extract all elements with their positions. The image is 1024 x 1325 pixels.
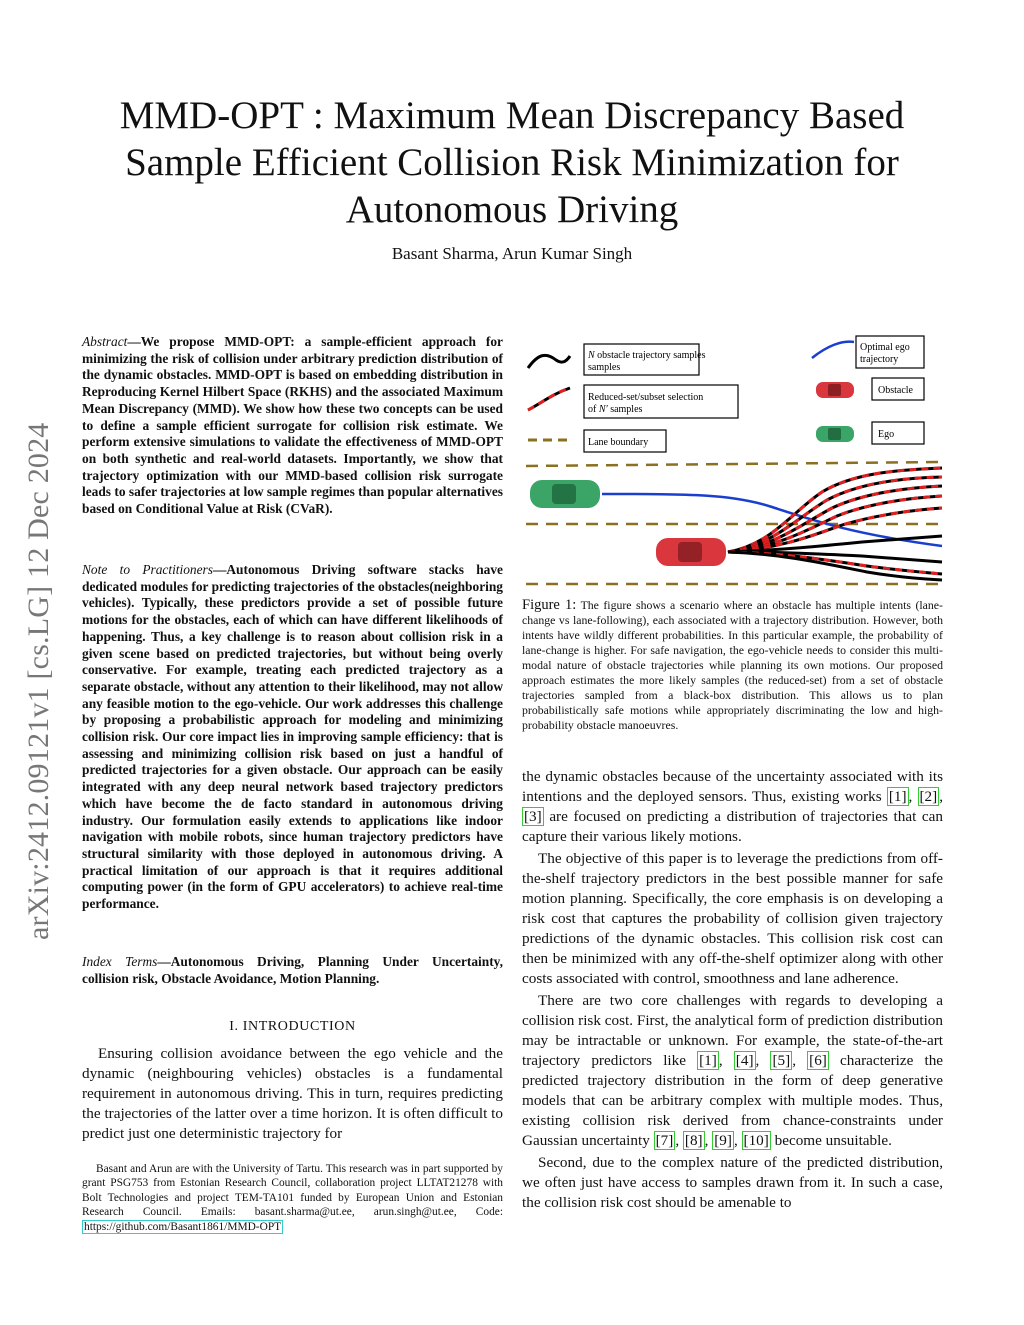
paragraph-4: Second, due to the complex nature of the predicted distribution, we often just have access to samples drawn from it. In such a case, the collision risk cost should be amenable to xyxy=(522,1154,943,1211)
citation[interactable]: [5] xyxy=(772,1052,791,1069)
abstract xyxy=(82,334,503,518)
lane-boundary-top xyxy=(526,462,942,466)
arxiv-stamp: arXiv:2412.09121v1 [cs.LG] 12 Dec 2024 xyxy=(22,422,55,940)
paragraph-1: the dynamic obstacles because of the uncertainty associated with its intentions and the deployed sensors. Thus, existing works [1] , [2] , [3] are focused on predicting a distribution of trajectories that can capture their various likely motions. xyxy=(522,768,944,845)
legend-of: of xyxy=(588,404,597,415)
index-terms xyxy=(82,954,503,987)
section-title: INTRODUCTION xyxy=(242,1019,356,1034)
legend-reduced-text: Reduced-set/subset selection xyxy=(588,392,704,403)
citation[interactable]: [7] xyxy=(655,1132,674,1149)
figure-caption-text: The figure shows a scenario where an obstacle has multiple intents (lane-change vs lane-following), each associated with a trajectory distribution. However, both intents have wildly different probabilities. In this particular example, the probability of lane-change is higher. For safe navigation, the ego-vehicle needs to consider this multi-modal nature of obstacle trajectories while planning its own motions. Our proposed approach estimates the more likely samples (the reduced-set) from a set of obstacle trajectories sampled from a black-box distribution. This allows us to plan probabilistically safe motions while appropriately discriminating the low and high-probability obstacle manoeuvres. xyxy=(522,598,943,732)
note-label: Note to Practitioners xyxy=(82,562,213,577)
legend-ego-car-icon xyxy=(816,426,854,442)
citation[interactable]: [8] xyxy=(684,1132,703,1149)
paragraph-3: There are two core challenges with regards to developing a collision risk cost. First, the analytical form of prediction distribution may be intractable or unknown. For example, the state-of-the-art trajectory predictors like [1] , [4] , [5] , [6] characterize the predicted trajectory distribution in the form of deep generative models that can be arbitrary complex with multiple modes. Thus, existing collision risk derived from chance-constraints under Gaussian uncertainty [7] , [8] , [9] , [10] become unsuitable. xyxy=(522,992,944,1149)
note-text: —Autonomous Driving software stacks have dedicated modules for predicting trajectories of the obstacles(neighboring vehicles). Typically, these predictors provide a set of possible future motions for the obstacles, each of which can have different likelihoods of happening. Thus, a key challenge is to reason about collision risk in a given scene based on predicted trajectories, but without being overly conservative. For example, treating each predicted trajectory as a separate obstacle, without any attention to their likelihood, may not allow any feasible motion to the ego-vehicle. Our work addresses this challenge by proposing a probabilistic approach for modeling and minimizing collision risk. Our core impact lies in improving sample efficiency: that is assessing and minimizing collision risk based on just a handful of predicted trajectories for a given obstacle. Our approach can be easily integrated with any deep neural network based trajectory predictors which have become the de facto standard in autonomous driving industry. Our formulation easily extends to applications like indoor navigation with mobile robots, since human trajectory predictors have structural similarity with those deployed in autonomous driving. A practical limitation of our approach is that it requires additional computing power (in the form of GPU accelerators) to achieve real-time performance. xyxy=(82,562,503,912)
figure-caption xyxy=(522,598,943,733)
legend-ego-text: Ego xyxy=(878,429,895,440)
legend-black-line xyxy=(528,355,570,368)
legend-obstacle-text: Obstacle xyxy=(878,385,913,396)
ego-car xyxy=(530,480,600,508)
paragraph-2: The objective of this paper is to leverage the predictions from off-the-shelf trajectory predictors in the best possible manner for safe motion planning. Specifically, the core emphasis is on developing a risk cost that captures the probability of collision given trajectory predictions of the dynamic obstacles. This collision risk cost can then be minimized with any off-the-shelf optimizer along with other costs associated with control, smoothness and lane adherence. xyxy=(522,850,943,987)
citation[interactable]: [2] xyxy=(919,788,938,805)
citation[interactable]: [3] xyxy=(524,808,542,825)
code-link[interactable]: https://github.com/Basant1861/MMD-OPT xyxy=(84,1220,282,1233)
legend-nprime: N′ xyxy=(598,404,608,415)
citation[interactable]: [1] xyxy=(888,788,907,805)
abstract-text: —We propose MMD-OPT: a sample-efficient approach for minimizing the risk of collision under arbitrary prediction distribution of the dynamic obstacles. MMD-OPT is based on embedding distribution in Reproducing Kernel Hilbert Space (RKHS) and the associated Maximum Mean Discrepancy (MMD). We show how these two concepts can be used to define a sample efficient surrogate for collision risk estimate. We perform extensive simulations to validate the effectiveness of MMD-OPT on both synthetic and real-world datasets. Importantly, we show that trajectory optimization with our MMD-based collision risk surrogate leads to safer trajectories at low sample regimes than popular alternatives based on Conditional Value at Risk (CVaR). xyxy=(82,334,503,517)
figure-1 xyxy=(522,332,944,594)
legend-reduced-samples: samples xyxy=(610,404,643,415)
legend-optimal-text: Optimal ego xyxy=(860,342,910,353)
right-column-text xyxy=(522,767,943,1213)
figure-caption-label: Figure 1: xyxy=(522,597,577,613)
citation[interactable]: [10] xyxy=(743,1132,769,1149)
intro-paragraph: Ensuring collision avoidance between the ego vehicle and the dynamic (neighbouring vehicles) obstacles is a fundamental requirement in autonomous driving. This in turn, requires predicting the trajectories of the latter over a time horizon. It is often difficult to predict just one deterministic trajectory for xyxy=(82,1045,503,1142)
legend-n: N xyxy=(588,350,595,361)
citation[interactable]: [1] xyxy=(699,1052,717,1069)
obstacle-car xyxy=(656,538,726,566)
citation[interactable]: [9] xyxy=(714,1132,732,1149)
footnote xyxy=(82,1162,503,1234)
legend-samples-word: samples xyxy=(588,362,621,373)
index-terms-label: Index Terms xyxy=(82,954,158,969)
authors: Basant Sharma, Arun Kumar Singh xyxy=(391,244,633,263)
svg-text:N obstacle trajectory samples xyxy=(587,350,706,361)
citation[interactable]: [4] xyxy=(735,1052,754,1069)
note-to-practitioners xyxy=(82,562,503,913)
svg-text:of N′ samples xyxy=(588,404,643,415)
abstract-label: Abstract xyxy=(82,334,128,349)
legend-lane-text: Lane boundary xyxy=(588,437,649,448)
footnote-text: Basant and Arun are with the University of Tartu. This research was in part supported by grant PSG753 from Estonian Research Council, collaboration project LLTAT21278 with Bolt Technologies and project TEM-TA101 funded by European Union and Estonian Research Council. Emails: basant.sharma@ut.ee, arun.singh@ut.ee, Code: xyxy=(82,1163,503,1219)
svg-text:trajectory: trajectory xyxy=(860,354,899,365)
paper-title: MMD-OPT : Maximum Mean Discrepancy Based Sample Efficient Collision Risk Minimization for Autonomous Driving xyxy=(119,94,905,231)
index-terms-text: —Autonomous Driving, Planning Under Uncertainty, collision risk, Obstacle Avoidance, Motion Planning. xyxy=(82,954,503,986)
citation[interactable]: [6] xyxy=(809,1052,827,1069)
legend-optimal-line xyxy=(812,342,854,358)
legend-samples-text: obstacle trajectory samples xyxy=(597,350,706,361)
legend-obstacle-car-icon xyxy=(816,382,854,398)
section-number: I. xyxy=(229,1019,239,1034)
section-heading xyxy=(82,1019,503,1035)
